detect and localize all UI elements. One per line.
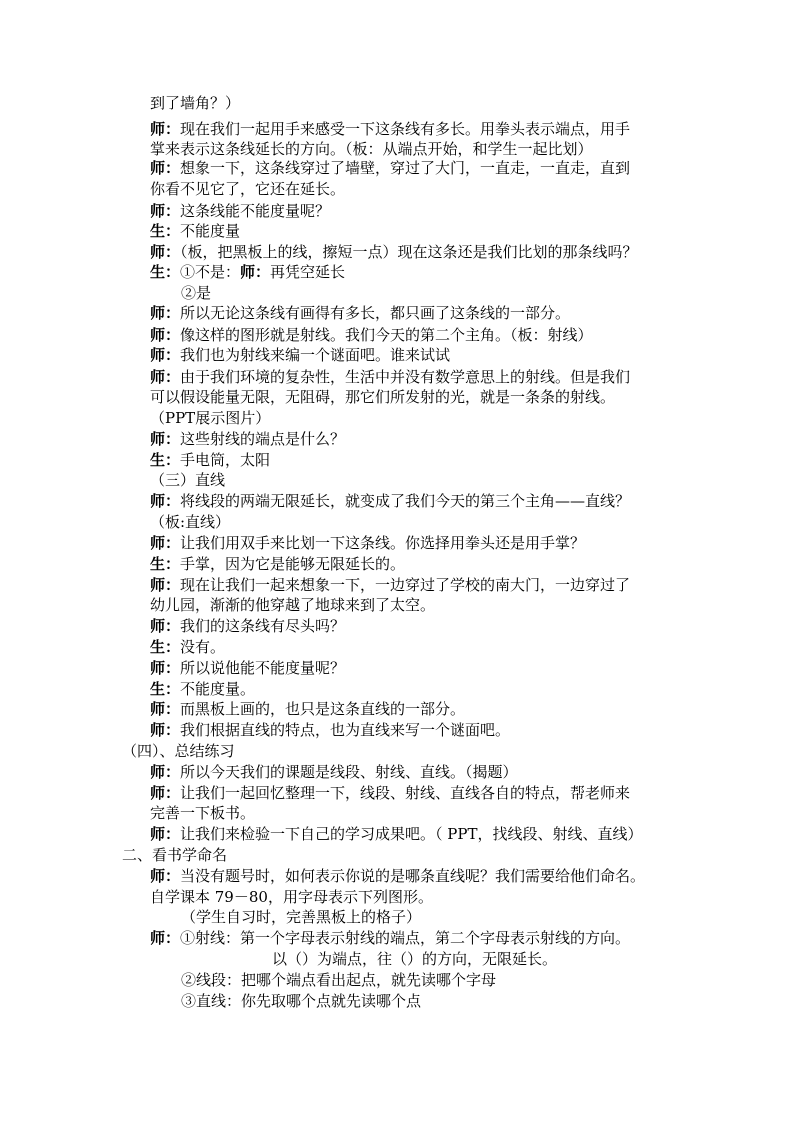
text-line: 幼儿园，渐渐的他穿越了地球来到了太空。 <box>150 596 436 614</box>
speaker-label: 师： <box>150 929 181 947</box>
speaker-label: 生： <box>150 263 181 281</box>
speaker-label: 生： <box>150 451 181 469</box>
text-line: 生：①不是：师：再凭空延长 <box>150 263 346 281</box>
speaker-label: 师： <box>150 368 181 386</box>
text-line: 师：像这样的图形就是射线。我们今天的第二个主角。（板：射线） <box>150 326 593 344</box>
speaker-label: 师： <box>150 120 181 138</box>
speaker-label: 生： <box>150 680 181 698</box>
speaker-label: 师： <box>150 534 181 552</box>
speaker-label: 师： <box>150 159 181 177</box>
text-line: 师：所以无论这条线有画得有多长，都只画了这条线的一部分。 <box>150 304 571 322</box>
speaker-label: 师： <box>150 659 181 677</box>
text-line: 以（）为端点，往（）的方向，无限延长。 <box>272 950 558 968</box>
section-heading: 二、看书学命名 <box>122 846 228 864</box>
speaker-label: 师： <box>150 346 181 364</box>
text-line: 师：①射线：第一个字母表示射线的端点，第二个字母表示射线的方向。 <box>150 929 631 947</box>
text-line: 师：让我们一起回忆整理一下，线段、射线、直线各自的特点，帮老师来 <box>150 784 631 802</box>
speaker-label: 师： <box>150 763 181 781</box>
speaker-label: 师： <box>150 430 181 448</box>
text-line: 师：当没有题号时，如何表示你说的是哪条直线呢？我们需要给他们命名。 <box>150 867 646 885</box>
text-line: 师：这条线能不能度量呢？ <box>150 202 331 220</box>
text-line: 师：这些射线的端点是什么？ <box>150 430 346 448</box>
text-line: 你看不见它了，它还在延长。 <box>150 180 346 198</box>
speaker-label: 师： <box>150 867 181 885</box>
speaker-label: 师： <box>150 492 181 510</box>
text-line: 师：将线段的两端无限延长，就变成了我们今天的第三个主角——直线？ <box>150 492 631 510</box>
text-line: 师：而黑板上画的，也只是这条直线的一部分。 <box>150 700 466 718</box>
text-line: 师：由于我们环境的复杂性，生活中并没有数学意思上的射线。但是我们 <box>150 368 631 386</box>
text-line: 师：想象一下，这条线穿过了墙壁，穿过了大门，一直走，一直走，直到 <box>150 159 631 177</box>
speaker-label: 师： <box>150 617 181 635</box>
speaker-label: 师： <box>240 263 271 281</box>
text-line: 师：我们也为射线来编一个谜面吧。谁来试试 <box>150 346 451 364</box>
text-line: （学生自习时，完善黑板上的格子） <box>181 908 422 926</box>
speaker-label: 师： <box>150 243 181 261</box>
text-line: 师：我们根据直线的特点，也为直线来写一个谜面吧。 <box>150 721 511 739</box>
section-heading: （四）、总结练习 <box>122 742 235 760</box>
text-line: ③直线：你先取哪个点就先读哪个点 <box>181 992 422 1010</box>
text-line: 生：手掌，因为它是能够无限延长的。 <box>150 555 406 573</box>
text-line: 掌来表示这条线延长的方向。（板：从端点开始，和学生一起比划） <box>150 140 593 158</box>
speaker-label: 师： <box>150 721 181 739</box>
text-line: （板:直线） <box>150 513 231 531</box>
text-line: 师：所以今天我们的课题是线段、射线、直线。（揭题） <box>150 763 518 781</box>
speaker-label: 师： <box>150 576 181 594</box>
speaker-label: 生： <box>150 555 181 573</box>
speaker-label: 师： <box>150 784 181 802</box>
speaker-label: 师： <box>150 700 181 718</box>
section-heading: （三）直线 <box>150 471 226 489</box>
text-line: 完善一下板书。 <box>150 804 256 822</box>
speaker-label: 师： <box>150 326 181 344</box>
speaker-label: 生： <box>150 222 181 240</box>
speaker-label: 师： <box>150 304 181 322</box>
speaker-label: 师： <box>150 825 181 843</box>
text-line: 师：现在让我们一起来想象一下，一边穿过了学校的南大门，一边穿过了 <box>150 576 631 594</box>
text-line: 自学课本 79－80，用字母表示下列图形。 <box>150 888 433 906</box>
text-line: 师：所以说他能不能度量呢？ <box>150 659 346 677</box>
text-line: 师：让我们来检验一下自己的学习成果吧。（ PPT，找线段、射线、直线） <box>150 825 643 843</box>
text-line: 生：没有。 <box>150 638 226 656</box>
text-line: 到了墙角？） <box>150 94 241 112</box>
text-line: 生：不能度量 <box>150 222 241 240</box>
speaker-label: 生： <box>150 638 181 656</box>
text-line: （PPT展示图片） <box>150 409 271 427</box>
text-line: 师：让我们用双手来比划一下这条线。你选择用拳头还是用手掌？ <box>150 534 586 552</box>
text-line: 生：手电筒，太阳 <box>150 451 271 469</box>
text-line: 生：不能度量。 <box>150 680 256 698</box>
text-line: ②线段：把哪个端点看出起点，就先读哪个字母 <box>181 971 497 989</box>
text-line: ②是 <box>181 284 212 302</box>
text-line: 师：我们的这条线有尽头吗？ <box>150 617 346 635</box>
speaker-label: 师： <box>150 202 181 220</box>
text-line: 师：现在我们一起用手来感受一下这条线有多长。用拳头表示端点，用手 <box>150 120 631 138</box>
text-line: 可以假设能量无限，无阻碍，那它们所发射的光，就是一条条的射线。 <box>150 388 616 406</box>
text-line: 师：（板，把黑板上的线，擦短一点）现在这条还是我们比划的那条线吗？ <box>150 243 638 261</box>
